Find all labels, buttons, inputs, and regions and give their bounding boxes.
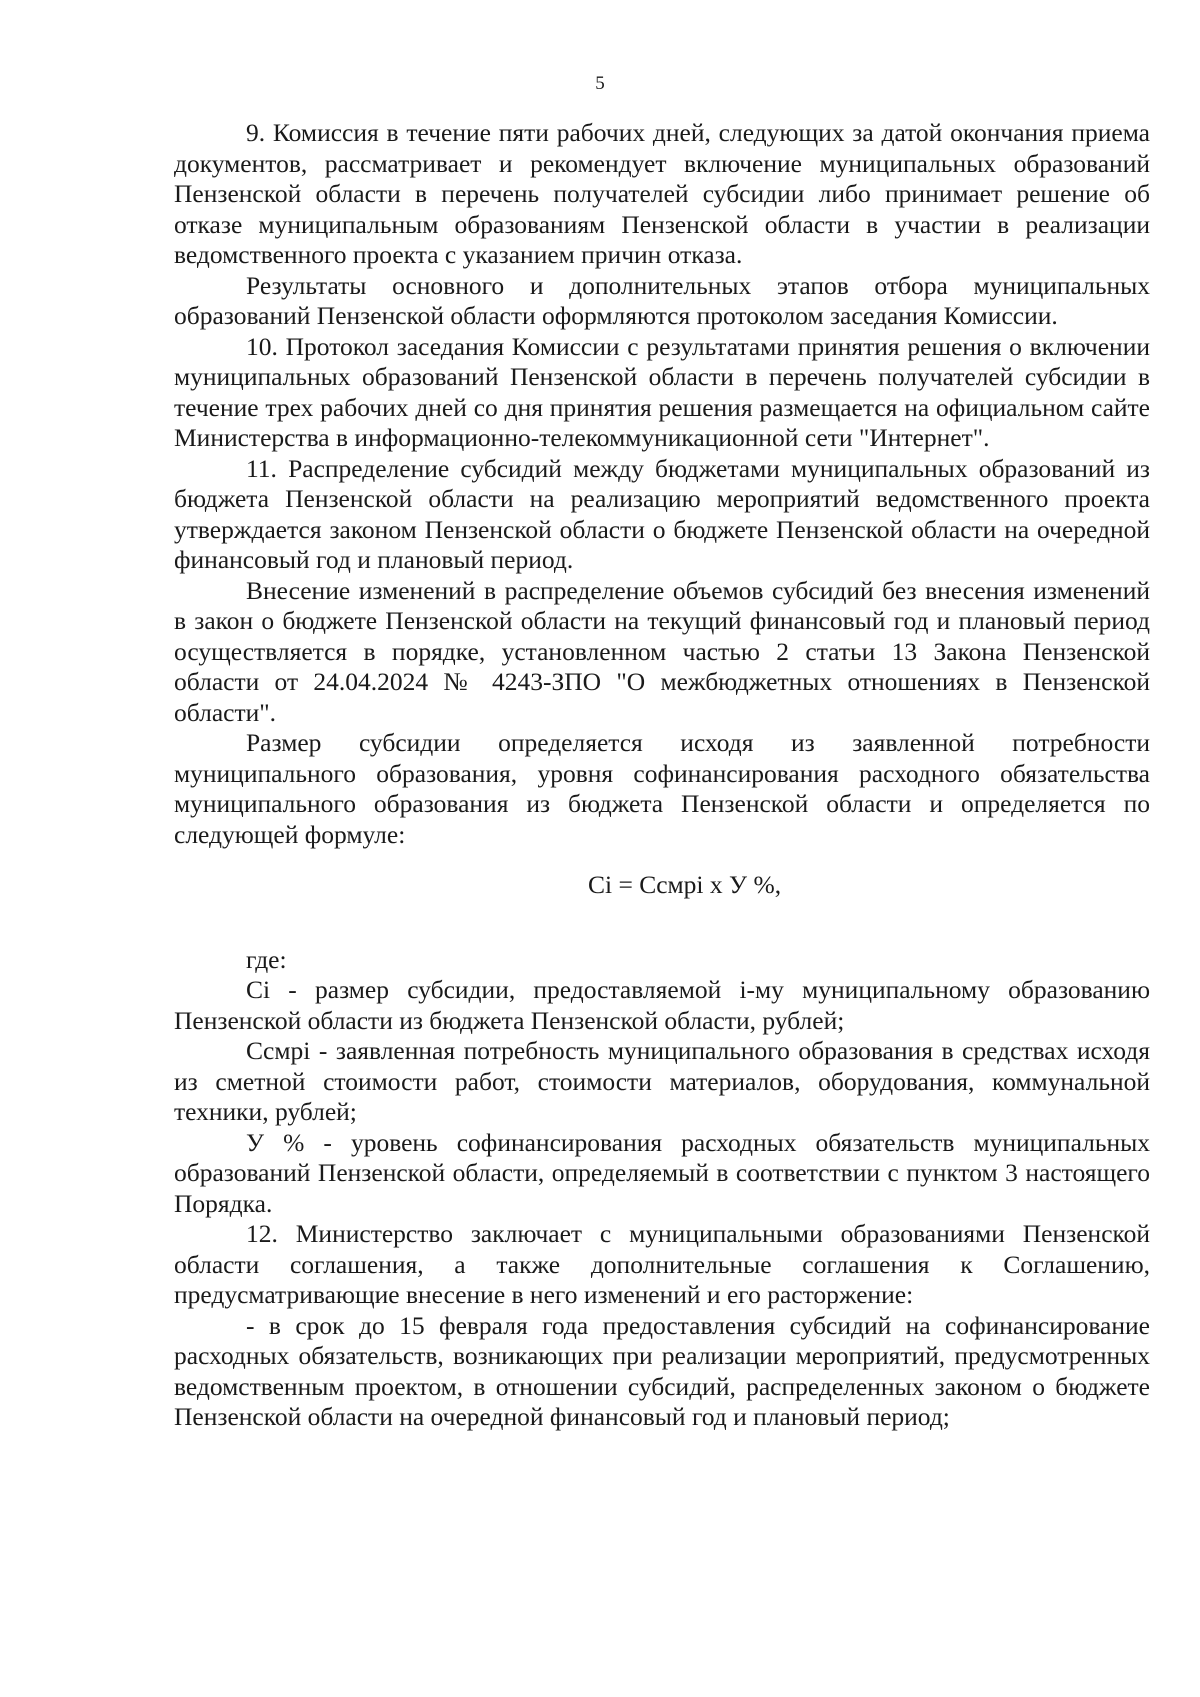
paragraph-9: 9. Комиссия в течение пяти рабочих дней, следующих за датой окончания приема документов, рассматривает и рекомендует включение муниципальных образований Пензенской области в перечень получателей субсидии либо принимает решение об отказе муниципальным образованиям Пензенской области в участии в реализации ведомственного проекта с указанием причин отказа. <box>174 118 1150 269</box>
paragraph-9-results: Результаты основного и дополнительных этапов отбора муниципальных образований Пензенской области оформляются протоколом заседания Комиссии. <box>174 270 1150 330</box>
definition-u-percent: У % - уровень софинансирования расходных обязательств муниципальных образований Пензенской области, определяемый в соответствии с пунктом 3 настоящего Порядка. <box>174 1127 1150 1218</box>
subsidy-formula: Ci = Ccмpi x У %, <box>588 870 782 899</box>
definition-csmri: Ccмpi - заявленная потребность муниципального образования в средствах исходя из сметной стоимости работ, стоимости материалов, оборудования, коммунальной техники, рублей; <box>174 1036 1150 1126</box>
paragraph-11-subsidy-size: Размер субсидии определяется исходя из заявленной потребности муниципального образования, уровня софинансирования расходного обязательства муниципального образования из бюджета Пензенской области и определяется по следующей формуле: <box>174 728 1150 849</box>
definition-ci: Ci - размер субсидии, предоставляемой i-му муниципальному образованию Пензенской области из бюджета Пензенской области, рублей; <box>174 975 1150 1035</box>
page-number: 5 <box>595 73 605 94</box>
paragraph-10: 10. Протокол заседания Комиссии с результатами принятия решения о включении муниципальных образований Пензенской области в перечень получателей субсидии в течение трех рабочих дней со дня принятия решения размещается на официальном сайте Министерства в информационно-телекоммуникационной сети "Интернет". <box>174 331 1150 452</box>
formula-where-label: где: <box>246 944 287 974</box>
paragraph-11: 11. Распределение субсидий между бюджетами муниципальных образований из бюджета Пензенской области на реализацию мероприятий ведомственного проекта утверждается законом Пензенской области о бюджете Пензенской области на очередной финансовый год и плановый период. <box>174 453 1150 574</box>
paragraph-11-changes: Внесение изменений в распределение объемов субсидий без внесения изменений в закон о бюджете Пензенской области на текущий финансовый год и плановый период осуществляется в порядке, установленном частью 2 статьи 13 Закона Пензенской области от 24.04.2024 № 4243-ЗПО "О межбюджетных отношениях в Пензенской области". <box>174 575 1150 727</box>
paragraph-12: 12. Министерство заключает с муниципальными образованиями Пензенской области соглашения, а также дополнительные соглашения к Соглашению, предусматривающие внесение в него изменений и его расторжение: <box>174 1219 1150 1309</box>
paragraph-12-item: - в срок до 15 февраля года предоставления субсидий на софинансирование расходных обязательств, возникающих при реализации мероприятий, предусмотренных ведомственным проектом, в отношении субсидий, распределенных законом о бюджете Пензенской области на очередной финансовый год и плановый период; <box>174 1310 1150 1431</box>
document-body <box>174 118 1150 1433</box>
